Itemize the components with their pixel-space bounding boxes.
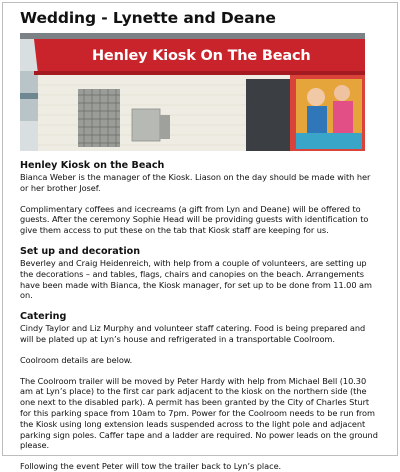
section-catering <box>20 311 380 472</box>
section-henley-kiosk <box>20 160 380 236</box>
section-heading: Henley Kiosk on the Beach <box>20 160 165 171</box>
section-paragraph: Bianca Weber is the manager of the Kiosk. Liason on the day should be made with her or her brother Josef. <box>20 172 371 193</box>
page-title: Wedding - Lynette and Deane <box>20 9 276 27</box>
section-paragraph: Complimentary coffees and icecreams (a gift from Lyn and Deane) will be offered to guests. After the ceremony Sophie Head will be providing guests with identification to give them access to put these on the tab that Kiosk staff are keeping for us. <box>20 203 369 236</box>
section-paragraph: The Coolroom trailer will be moved by Peter Hardy with help from Michael Bell (10.30 am at Lyn’s place) to the first car park adjacent to the kiosk on the northern side (the one next to the disabled park). A permit has been granted by the City of Charles Sturt for this parking space from 10am to 7pm. Power for the Coolroom needs to be run from the Kiosk using long extension leads suspended across to the light pole and adjacent parking sign poles. Caffer tape and a ladder are required. No power leads on the ground please. <box>20 375 378 451</box>
section-heading: Set up and decoration <box>20 245 141 257</box>
kiosk-sign-text: Henley Kiosk On The Beach <box>92 48 311 64</box>
kiosk-photo <box>20 33 365 151</box>
document-content <box>3 3 397 472</box>
section-setup-decoration <box>20 246 380 301</box>
section-heading: Catering <box>20 311 67 323</box>
document-page <box>2 2 398 472</box>
section-paragraph: Beverley and Craig Heidenreich, with help from a couple of volunteers, are setting up the decorations – and tables, flags, chairs and canopies on the beach. Arrangements have been made with Bianca, the Kiosk manager, for set up to be done from 11.00 am on. <box>20 257 372 301</box>
section-paragraph: Following the event Peter will tow the trailer back to Lyn’s place. <box>20 461 282 472</box>
section-paragraph: Coolroom details are below. <box>20 354 133 365</box>
section-paragraph: Cindy Taylor and Liz Murphy and volunteer staff catering. Food is being prepared and will be plated up at Lyn’s house and refrigerated in a transportable Coolroom. <box>20 323 366 344</box>
